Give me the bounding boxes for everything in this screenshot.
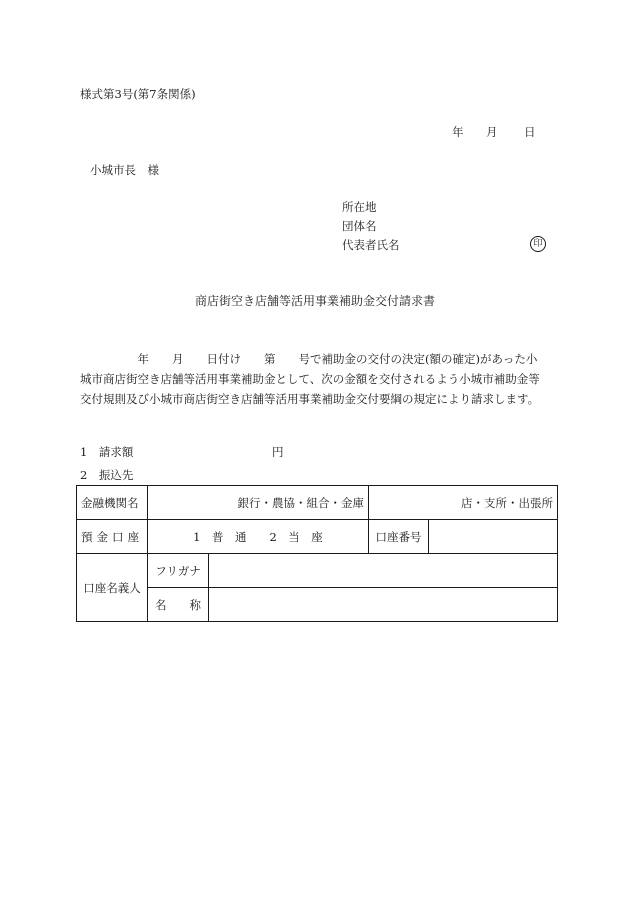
account-number-field[interactable] xyxy=(429,520,558,554)
deposit-types: 1 普 通 2 当 座 xyxy=(148,520,369,554)
request-body xyxy=(80,349,556,409)
name-field[interactable] xyxy=(209,588,558,622)
applicant-rep-label: 代表者氏名 xyxy=(342,238,400,252)
institution-types: 銀行・農協・組合・金庫 xyxy=(148,486,369,520)
institution-row xyxy=(77,486,558,520)
bank-account-table xyxy=(76,485,558,622)
applicant-org-label: 団体名 xyxy=(342,219,377,233)
body-line-2: 城市商店街空き店舗等活用事業補助金として、次の金額を交付されるよう小城市補助金等 xyxy=(80,372,540,386)
applicant-address-label: 所在地 xyxy=(342,200,377,214)
date-line xyxy=(452,124,536,140)
request-amount-row xyxy=(80,444,284,460)
furigana-field[interactable] xyxy=(209,554,558,588)
addressee: 小城市長 様 xyxy=(90,163,159,177)
body-line-1: 年 月 日付け 第 号で補助金の交付の決定(額の確定)があった小 xyxy=(80,352,538,366)
date-year: 年 xyxy=(452,125,464,139)
name-label: 名 称 xyxy=(148,588,209,622)
form-number-label: 様式第3号(第7条関係) xyxy=(80,87,196,101)
transfer-destination-label: 2 振込先 xyxy=(80,468,134,482)
furigana-row xyxy=(77,554,558,588)
seal-mark: 印 xyxy=(530,236,546,252)
institution-label: 金融機関名 xyxy=(77,486,148,520)
deposit-label: 預金口座 xyxy=(77,520,148,554)
request-amount-label: 1 請求額 xyxy=(80,445,134,459)
body-line-3: 交付規則及び小城市商店街空き店舗等活用事業補助金交付要綱の規定により請求します。 xyxy=(80,392,540,406)
holder-label: 口座名義人 xyxy=(77,554,148,622)
name-row xyxy=(77,588,558,622)
deposit-row xyxy=(77,520,558,554)
account-number-label: 口座番号 xyxy=(369,520,429,554)
furigana-label: フリガナ xyxy=(148,554,209,588)
date-month: 月 xyxy=(486,125,498,139)
branch-types: 店・支所・出張所 xyxy=(369,486,558,520)
date-day: 日 xyxy=(524,125,536,139)
yen-unit: 円 xyxy=(272,445,284,459)
document-title: 商店街空き店舗等活用事業補助金交付請求書 xyxy=(194,294,435,308)
